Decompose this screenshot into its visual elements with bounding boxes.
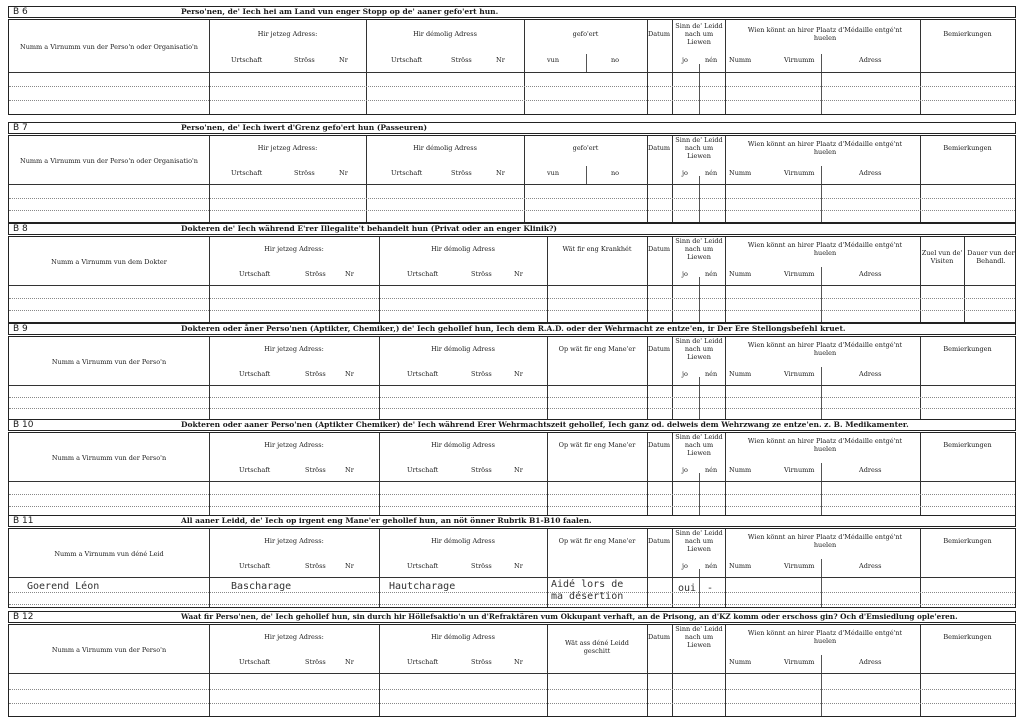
yes-label: jo <box>682 562 688 570</box>
section-header <box>8 323 1016 335</box>
section-title: Dokteren de' Iech während E'rer Illegalite't behandelt hun (Privat oder an enger Klinik?) <box>181 224 557 233</box>
method-header: Op wät fir eng Mane'er <box>558 537 636 545</box>
medal-header: Wien könnt an hirer Plaatz d'Médaille entgé'nt huelen <box>747 437 903 453</box>
address-label: Adress <box>859 466 882 474</box>
firstname-label: Virnumm <box>784 56 815 64</box>
date-header: Datum <box>648 245 671 253</box>
name-header: Numm a Virnumm vun der Perso'n oder Organisatio'n <box>20 43 198 51</box>
name-header: Numm a Virnumm vun déné Leid <box>54 550 164 558</box>
section-table <box>8 432 1016 518</box>
date-header: Datum <box>648 633 671 641</box>
address-label: Adress <box>859 658 882 666</box>
nr-label: Nr <box>514 466 523 474</box>
section-code: B 9 <box>13 324 28 334</box>
section-title: Perso'nen, de' Iech hei am Land vun enger Stopp op de' aaner gefo'ert hun. <box>181 7 499 16</box>
section-table <box>8 528 1016 608</box>
street-label: Ströss <box>305 466 326 474</box>
nr-label: Nr <box>345 370 354 378</box>
remarks-header: Bemierkungen <box>943 441 992 449</box>
current-address-header: Hir jetzeg Adress: <box>264 345 324 353</box>
medal-header: Wien könnt an hirer Plaatz d'Médaille entgé'nt huelen <box>747 533 903 549</box>
yes-label: jo <box>682 466 688 474</box>
town-label: Urtschaft <box>407 562 439 570</box>
section-title: Dokteren oder åner Perso'nen (Aptikter, Chemiker,) de' Iech gehollef hun, Iech dem R.A.D. oder der Wehrmacht ze entze'en, ir Der Ere Stellongsbefehl kruet. <box>181 324 846 333</box>
gefoert-header: gefo'ert <box>572 144 599 152</box>
street-label: Ströss <box>305 370 326 378</box>
sinn-header: Sinn de' Leidd nach um Liewen <box>675 22 723 46</box>
nr-label: Nr <box>345 658 354 666</box>
street-label: Ströss <box>305 270 326 278</box>
date-header: Datum <box>648 144 671 152</box>
illness-header: Wät fir eng Krankhét <box>562 245 632 253</box>
current-address-header: Hir jetzeg Adress: <box>264 441 324 449</box>
name-header: Numm a Virnumm vun dem Dokter <box>51 258 167 266</box>
section-code: B 6 <box>13 7 28 17</box>
section-code: B 10 <box>13 420 34 430</box>
address-label: Adress <box>859 370 882 378</box>
remarks-header: Bemierkungen <box>943 345 992 353</box>
entry-how-line1: Aidé lors de <box>551 579 624 590</box>
duration-header: Dauer vun der Behandl. <box>967 249 1015 265</box>
entry-how-line2: ma désertion <box>551 591 624 602</box>
town-label: Urtschaft <box>391 169 423 177</box>
town-label: Urtschaft <box>407 370 439 378</box>
current-address-header: Hir jetzeg Adress: <box>264 537 324 545</box>
town-label: Urtschaft <box>231 169 263 177</box>
entry-sinn-value: oui <box>678 583 697 594</box>
from-label: vun <box>547 56 560 64</box>
section-code: B 11 <box>13 516 34 526</box>
date-header: Datum <box>648 30 671 38</box>
firstname-label: Virnumm <box>784 562 815 570</box>
from-label: vun <box>547 169 560 177</box>
no-label: nén <box>705 562 718 570</box>
address-label: Adress <box>859 169 882 177</box>
section-header <box>8 6 1016 18</box>
medal-header: Wien könnt an hirer Plaatz d'Médaille entgé'nt huelen <box>747 241 903 257</box>
medal-header: Wien könnt an hirer Plaatz d'Médaille entgé'nt huelen <box>747 341 903 357</box>
name-header: Numm a Virnumm vun der Perso'n <box>51 454 167 462</box>
medal-header: Wien könnt an hirer Plaatz d'Médaille entgé'nt huelen <box>747 629 903 645</box>
remarks-header: Bemierkungen <box>943 537 992 545</box>
section-code: B 8 <box>13 224 28 234</box>
sinn-header: Sinn de' Leidd nach um Liewen <box>675 237 723 261</box>
visits-header: Zuel vun de' Visiten <box>921 249 963 265</box>
name-header: Numm a Virnumm vun der Perso'n <box>51 358 167 366</box>
section-header <box>8 515 1016 527</box>
no-label: nén <box>705 169 718 177</box>
surname-label: Numm <box>729 370 752 378</box>
remarks-header: Bemierkungen <box>943 144 992 152</box>
sinn-header: Sinn de' Leidd nach um Liewen <box>675 625 723 649</box>
surname-label: Numm <box>729 169 752 177</box>
surname-label: Numm <box>729 562 752 570</box>
current-address-header: Hir jetzeg Adress: <box>257 144 318 152</box>
section-code: B 12 <box>13 612 34 622</box>
street-label: Ströss <box>471 370 492 378</box>
surname-label: Numm <box>729 466 752 474</box>
section-title: Perso'nen, de' Iech iwert d'Grenz gefo'ert hun (Passeuren) <box>181 123 428 132</box>
name-header: Numm a Virnumm vun der Perso'n <box>51 646 167 654</box>
former-address-header: Hir démolig Adress <box>431 345 495 353</box>
street-label: Ströss <box>471 658 492 666</box>
town-label: Urtschaft <box>239 562 271 570</box>
section-header <box>8 419 1016 431</box>
entry-current-town: Bascharage <box>231 581 292 592</box>
remarks-header: Bemierkungen <box>943 633 992 641</box>
current-address-header: Hir jetzeg Adress: <box>264 633 324 641</box>
former-address-header: Hir démolig Adress <box>413 30 477 38</box>
address-label: Adress <box>859 56 882 64</box>
town-label: Urtschaft <box>231 56 263 64</box>
sinn-header: Sinn de' Leidd nach um Liewen <box>675 337 723 361</box>
former-address-header: Hir démolig Adress <box>431 633 495 641</box>
nr-label: Nr <box>339 56 348 64</box>
nr-label: Nr <box>345 562 354 570</box>
section-title: All aaner Leidd, de' Iech op irgent eng Mane'er gehollef hun, an nöt önner Rubrik B1-B10 faalen. <box>181 516 592 525</box>
entry-dash: - <box>707 583 714 594</box>
method-header: Op wät fir eng Mane'er <box>558 345 636 353</box>
to-label: no <box>611 169 620 177</box>
street-label: Ströss <box>305 658 326 666</box>
yes-label: jo <box>682 169 688 177</box>
no-label: nén <box>705 466 718 474</box>
street-label: Ströss <box>451 56 472 64</box>
town-label: Urtschaft <box>407 658 439 666</box>
current-address-header: Hir jetzeg Adress: <box>257 30 318 38</box>
street-label: Ströss <box>471 466 492 474</box>
to-label: no <box>611 56 620 64</box>
address-label: Adress <box>859 270 882 278</box>
town-label: Urtschaft <box>239 270 271 278</box>
section-header <box>8 611 1016 623</box>
date-header: Datum <box>648 441 671 449</box>
yes-label: jo <box>682 370 688 378</box>
former-address-header: Hir démolig Adress <box>431 245 495 253</box>
nr-label: Nr <box>496 169 505 177</box>
street-label: Ströss <box>294 56 315 64</box>
nr-label: Nr <box>514 370 523 378</box>
street-label: Ströss <box>294 169 315 177</box>
nr-label: Nr <box>339 169 348 177</box>
section-header <box>8 122 1016 134</box>
date-header: Datum <box>648 345 671 353</box>
town-label: Urtschaft <box>239 466 271 474</box>
firstname-label: Virnumm <box>784 169 815 177</box>
nr-label: Nr <box>514 270 523 278</box>
sinn-header: Sinn de' Leidd nach um Liewen <box>675 136 723 160</box>
former-address-header: Hir démolig Adress <box>413 144 477 152</box>
former-address-header: Hir démolig Adress <box>431 537 495 545</box>
nr-label: Nr <box>345 270 354 278</box>
section-code: B 7 <box>13 123 28 133</box>
nr-label: Nr <box>345 466 354 474</box>
entry-name: Goerend Léon <box>27 581 100 592</box>
town-label: Urtschaft <box>239 658 271 666</box>
section-header <box>8 223 1016 235</box>
surname-label: Numm <box>729 270 752 278</box>
nr-label: Nr <box>514 562 523 570</box>
former-address-header: Hir démolig Adress <box>431 441 495 449</box>
section-table <box>8 624 1016 717</box>
gefoert-header: gefo'ert <box>572 30 599 38</box>
street-label: Ströss <box>471 270 492 278</box>
section-table <box>8 336 1016 420</box>
name-header: Numm a Virnumm vun der Perso'n oder Organisatio'n <box>20 157 198 165</box>
date-header: Datum <box>648 537 671 545</box>
section-title: Waat fir Perso'nen, de' Iech gehollef hun, sin durch hir Höllefsaktio'n un d'Refraktären vum Okkupant verhaft, an de Prisong, an d'KZ komm oder erschoss gin? Och d'Emsiedlung ople'eren. <box>181 612 958 621</box>
what-happened-header: Wät ass déné Leidd geschitt <box>565 639 629 655</box>
surname-label: Numm <box>729 658 752 666</box>
town-label: Urtschaft <box>391 56 423 64</box>
section-table <box>8 19 1016 115</box>
no-label: nén <box>705 370 718 378</box>
town-label: Urtschaft <box>239 370 271 378</box>
address-label: Adress <box>859 562 882 570</box>
yes-label: jo <box>682 56 688 64</box>
firstname-label: Virnumm <box>784 658 815 666</box>
sinn-header: Sinn de' Leidd nach um Liewen <box>675 433 723 457</box>
firstname-label: Virnumm <box>784 466 815 474</box>
firstname-label: Virnumm <box>784 270 815 278</box>
surname-label: Numm <box>729 56 752 64</box>
method-header: Op wät fir eng Mane'er <box>558 441 636 449</box>
no-label: nén <box>705 270 718 278</box>
street-label: Ströss <box>305 562 326 570</box>
section-title: Dokteren oder aaner Perso'nen (Aptikter Chemiker) de' Iech während Erer Wehrmachtszeit gehollef, Iech ganz od. delweis dem Wehrzwang ze entze'en. z. B. Medikamenter. <box>181 420 909 429</box>
medal-header: Wien könnt an hirer Plaatz d'Médaille entgé'nt huelen <box>747 26 903 42</box>
nr-label: Nr <box>514 658 523 666</box>
street-label: Ströss <box>471 562 492 570</box>
town-label: Urtschaft <box>407 270 439 278</box>
street-label: Ströss <box>451 169 472 177</box>
remarks-header: Bemierkungen <box>943 30 992 38</box>
no-label: nén <box>705 56 718 64</box>
nr-label: Nr <box>496 56 505 64</box>
section-table <box>8 236 1016 323</box>
entry-former-town: Hautcharage <box>389 581 456 592</box>
yes-label: jo <box>682 270 688 278</box>
town-label: Urtschaft <box>407 466 439 474</box>
section-table <box>8 135 1016 223</box>
firstname-label: Virnumm <box>784 370 815 378</box>
medal-header: Wien könnt an hirer Plaatz d'Médaille entgé'nt huelen <box>747 140 903 156</box>
sinn-header: Sinn de' Leidd nach um Liewen <box>675 529 723 553</box>
current-address-header: Hir jetzeg Adress: <box>264 245 324 253</box>
